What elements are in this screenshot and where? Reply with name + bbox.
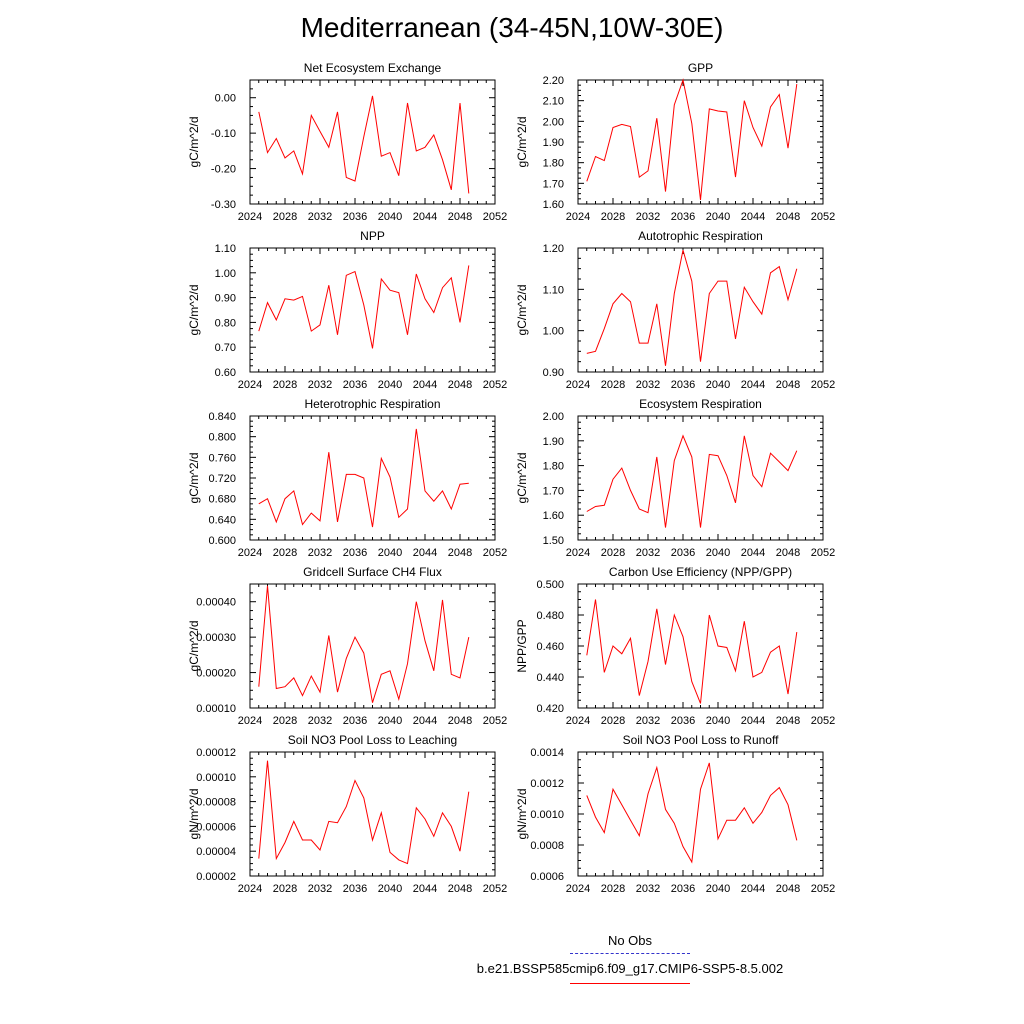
x-tick-label: 2040 xyxy=(705,547,731,559)
y-tick-label: 0.00 xyxy=(214,92,236,105)
x-tick-label: 2040 xyxy=(377,883,403,895)
x-tick-label: 2032 xyxy=(635,379,661,391)
x-tick-label: 2036 xyxy=(670,547,696,559)
x-tick-label: 2028 xyxy=(272,547,298,559)
y-tick-label: -0.30 xyxy=(210,199,236,211)
x-tick-label: 2024 xyxy=(237,211,263,223)
y-axis-label: gC/m^2/d xyxy=(515,284,529,336)
x-tick-label: 2048 xyxy=(775,211,801,223)
x-tick-label: 2052 xyxy=(482,547,508,559)
panel-title: Gridcell Surface CH4 Flux xyxy=(303,565,442,579)
panel-6 xyxy=(187,565,507,727)
x-tick-label: 2048 xyxy=(447,379,473,391)
panel-5 xyxy=(515,397,835,559)
y-axis-label: gC/m^2/d xyxy=(187,116,201,168)
figure-title: Mediterranean (34-45N,10W-30E) xyxy=(300,12,724,43)
series-line xyxy=(587,250,797,366)
y-tick-label: 1.60 xyxy=(542,510,564,523)
y-tick-label: 1.00 xyxy=(214,267,236,280)
x-tick-label: 2028 xyxy=(600,883,626,895)
plot-frame xyxy=(578,248,823,372)
legend-obs-label: No Obs xyxy=(607,933,653,948)
y-tick-label: 0.720 xyxy=(208,473,236,485)
panel-0 xyxy=(187,61,507,223)
plot-frame xyxy=(250,248,495,372)
y-tick-label: 0.680 xyxy=(208,493,236,506)
y-tick-label: 0.420 xyxy=(536,703,564,715)
x-tick-label: 2032 xyxy=(307,883,333,895)
panel-title: Carbon Use Efficiency (NPP/GPP) xyxy=(608,565,793,579)
y-tick-label: 0.800 xyxy=(208,431,236,444)
x-tick-label: 2048 xyxy=(447,547,473,559)
x-tick-label: 2032 xyxy=(307,379,333,391)
panel-4 xyxy=(187,397,507,559)
y-tick-label: 1.60 xyxy=(542,199,564,211)
y-tick-label: 1.50 xyxy=(542,535,564,547)
x-tick-label: 2028 xyxy=(272,715,298,727)
plot-frame xyxy=(250,752,495,876)
x-tick-label: 2036 xyxy=(670,211,696,223)
y-tick-label: 1.10 xyxy=(542,284,564,297)
x-tick-label: 2036 xyxy=(670,379,696,391)
legend-model-label: b.e21.BSSP585cmip6.f09_g17.CMIP6-SSP5-8.5.002 xyxy=(476,961,784,976)
y-tick-label: 0.0006 xyxy=(530,871,564,883)
y-tick-label: -0.10 xyxy=(210,128,236,141)
y-tick-label: 0.840 xyxy=(208,411,236,423)
y-tick-label: 0.00010 xyxy=(196,771,236,784)
y-tick-label: 1.10 xyxy=(214,243,236,255)
x-tick-label: 2044 xyxy=(412,715,438,727)
x-tick-label: 2028 xyxy=(600,715,626,727)
x-tick-label: 2036 xyxy=(670,883,696,895)
panel-8 xyxy=(187,733,507,895)
y-tick-label: 0.90 xyxy=(542,367,564,379)
x-tick-label: 2032 xyxy=(307,547,333,559)
y-tick-label: 0.00012 xyxy=(196,747,236,759)
y-tick-label: 1.90 xyxy=(542,137,564,149)
x-tick-label: 2032 xyxy=(307,715,333,727)
x-tick-label: 2028 xyxy=(272,883,298,895)
x-tick-label: 2032 xyxy=(635,547,661,559)
x-tick-label: 2032 xyxy=(307,211,333,223)
y-tick-label: 0.0014 xyxy=(530,747,564,759)
x-tick-label: 2036 xyxy=(670,715,696,727)
y-axis-label: gC/m^2/d xyxy=(187,452,201,504)
x-tick-label: 2052 xyxy=(810,715,836,727)
y-tick-label: 0.0008 xyxy=(530,840,564,852)
y-tick-label: 0.90 xyxy=(214,292,236,305)
x-tick-label: 2032 xyxy=(635,715,661,727)
y-tick-label: 2.00 xyxy=(542,116,564,129)
legend xyxy=(0,928,1024,1024)
y-tick-label: 0.60 xyxy=(214,367,236,379)
x-tick-label: 2028 xyxy=(600,211,626,223)
x-tick-label: 2024 xyxy=(237,715,263,727)
x-tick-label: 2052 xyxy=(810,211,836,223)
legend-obs-swatch xyxy=(570,953,690,954)
y-axis-label: NPP/GPP xyxy=(515,619,529,673)
x-tick-label: 2024 xyxy=(237,883,263,895)
y-tick-label: 0.80 xyxy=(214,317,236,330)
x-tick-label: 2048 xyxy=(447,715,473,727)
y-tick-label: 0.0010 xyxy=(530,809,564,821)
y-axis-label: gC/m^2/d xyxy=(187,620,201,672)
x-tick-label: 2028 xyxy=(272,379,298,391)
x-tick-label: 2048 xyxy=(775,379,801,391)
x-tick-label: 2044 xyxy=(412,211,438,223)
x-tick-label: 2044 xyxy=(740,715,766,727)
series-line xyxy=(259,265,469,348)
x-tick-label: 2040 xyxy=(705,715,731,727)
x-tick-label: 2024 xyxy=(565,715,591,727)
plot-frame xyxy=(578,752,823,876)
panel-3 xyxy=(515,229,835,391)
plot-frame xyxy=(578,80,823,204)
y-tick-label: 1.70 xyxy=(542,485,564,498)
x-tick-label: 2044 xyxy=(740,211,766,223)
x-tick-label: 2044 xyxy=(412,547,438,559)
x-tick-label: 2048 xyxy=(775,883,801,895)
series-line xyxy=(259,429,469,527)
panel-title: Soil NO3 Pool Loss to Leaching xyxy=(287,733,458,747)
y-tick-label: 0.460 xyxy=(536,641,564,653)
x-tick-label: 2048 xyxy=(447,211,473,223)
x-tick-label: 2024 xyxy=(565,379,591,391)
x-tick-label: 2044 xyxy=(412,883,438,895)
x-tick-label: 2048 xyxy=(775,715,801,727)
y-tick-label: 0.70 xyxy=(214,342,236,355)
x-tick-label: 2028 xyxy=(600,379,626,391)
x-tick-label: 2048 xyxy=(775,547,801,559)
x-tick-label: 2040 xyxy=(705,211,731,223)
panel-title: NPP xyxy=(360,229,385,243)
x-tick-label: 2024 xyxy=(565,547,591,559)
series-line xyxy=(587,436,797,528)
y-tick-label: 0.600 xyxy=(208,535,236,547)
y-tick-label: 0.00010 xyxy=(196,703,236,715)
x-tick-label: 2044 xyxy=(740,379,766,391)
x-tick-label: 2052 xyxy=(482,379,508,391)
series-line xyxy=(259,761,469,864)
x-tick-label: 2036 xyxy=(342,547,368,559)
y-axis-label: gC/m^2/d xyxy=(515,452,529,504)
y-tick-label: 0.760 xyxy=(208,452,236,465)
x-tick-label: 2024 xyxy=(237,379,263,391)
panel-title: Autotrophic Respiration xyxy=(638,229,763,243)
x-tick-label: 2040 xyxy=(377,211,403,223)
x-tick-label: 2048 xyxy=(447,883,473,895)
x-tick-label: 2040 xyxy=(377,379,403,391)
panel-title: Soil NO3 Pool Loss to Runoff xyxy=(622,733,779,747)
y-tick-label: -0.20 xyxy=(210,163,236,176)
x-tick-label: 2044 xyxy=(412,379,438,391)
y-tick-label: 1.80 xyxy=(542,460,564,473)
y-tick-label: 2.20 xyxy=(542,75,564,87)
y-tick-label: 2.00 xyxy=(542,411,564,423)
x-tick-label: 2036 xyxy=(342,379,368,391)
y-tick-label: 0.00006 xyxy=(196,821,236,834)
x-tick-label: 2024 xyxy=(565,883,591,895)
panel-7 xyxy=(515,565,835,727)
y-tick-label: 1.00 xyxy=(542,325,564,338)
y-tick-label: 2.10 xyxy=(542,95,564,108)
x-tick-label: 2028 xyxy=(272,211,298,223)
x-tick-label: 2052 xyxy=(810,883,836,895)
y-axis-label: gN/m^2/d xyxy=(515,788,529,840)
panel-9 xyxy=(515,733,835,895)
y-axis-label: gC/m^2/d xyxy=(515,116,529,168)
y-tick-label: 0.500 xyxy=(536,579,564,591)
plot-frame xyxy=(250,584,495,708)
plot-frame xyxy=(578,584,823,708)
x-tick-label: 2040 xyxy=(377,715,403,727)
panel-title: GPP xyxy=(687,61,714,75)
x-tick-label: 2028 xyxy=(600,547,626,559)
y-tick-label: 0.00030 xyxy=(196,632,236,645)
x-tick-label: 2032 xyxy=(635,883,661,895)
x-tick-label: 2044 xyxy=(740,883,766,895)
series-line xyxy=(259,586,469,703)
series-line xyxy=(587,80,797,200)
x-tick-label: 2040 xyxy=(705,883,731,895)
x-tick-label: 2052 xyxy=(482,211,508,223)
x-tick-label: 2052 xyxy=(810,547,836,559)
y-tick-label: 1.20 xyxy=(542,243,564,255)
panel-1 xyxy=(515,61,835,223)
legend-model-swatch xyxy=(570,983,690,984)
plot-frame xyxy=(578,416,823,540)
y-tick-label: 0.00004 xyxy=(196,846,236,859)
y-axis-label: gN/m^2/d xyxy=(187,788,201,840)
x-tick-label: 2052 xyxy=(810,379,836,391)
panel-title: Net Ecosystem Exchange xyxy=(303,61,442,75)
x-tick-label: 2032 xyxy=(635,211,661,223)
y-tick-label: 0.480 xyxy=(536,610,564,622)
series-line xyxy=(587,600,797,704)
y-tick-label: 0.00008 xyxy=(196,796,236,809)
plot-frame xyxy=(250,416,495,540)
y-tick-label: 0.0012 xyxy=(530,778,564,790)
y-tick-label: 0.440 xyxy=(536,672,564,684)
y-tick-label: 0.00020 xyxy=(196,667,236,680)
y-axis-label: gC/m^2/d xyxy=(187,284,201,336)
x-tick-label: 2052 xyxy=(482,883,508,895)
panel-2 xyxy=(187,229,507,391)
panel-title: Heterotrophic Respiration xyxy=(304,397,441,411)
y-tick-label: 0.640 xyxy=(208,514,236,527)
panel-title: Ecosystem Respiration xyxy=(639,397,762,411)
x-tick-label: 2036 xyxy=(342,715,368,727)
series-line xyxy=(587,763,797,862)
x-tick-label: 2040 xyxy=(705,379,731,391)
x-tick-label: 2044 xyxy=(740,547,766,559)
y-tick-label: 0.00002 xyxy=(196,871,236,883)
x-tick-label: 2036 xyxy=(342,211,368,223)
x-tick-label: 2036 xyxy=(342,883,368,895)
y-tick-label: 1.90 xyxy=(542,435,564,448)
x-tick-label: 2040 xyxy=(377,547,403,559)
x-tick-label: 2024 xyxy=(237,547,263,559)
x-tick-label: 2024 xyxy=(565,211,591,223)
series-line xyxy=(259,96,469,193)
y-tick-label: 0.00040 xyxy=(196,596,236,609)
y-tick-label: 1.80 xyxy=(542,157,564,170)
y-tick-label: 1.70 xyxy=(542,178,564,191)
x-tick-label: 2052 xyxy=(482,715,508,727)
